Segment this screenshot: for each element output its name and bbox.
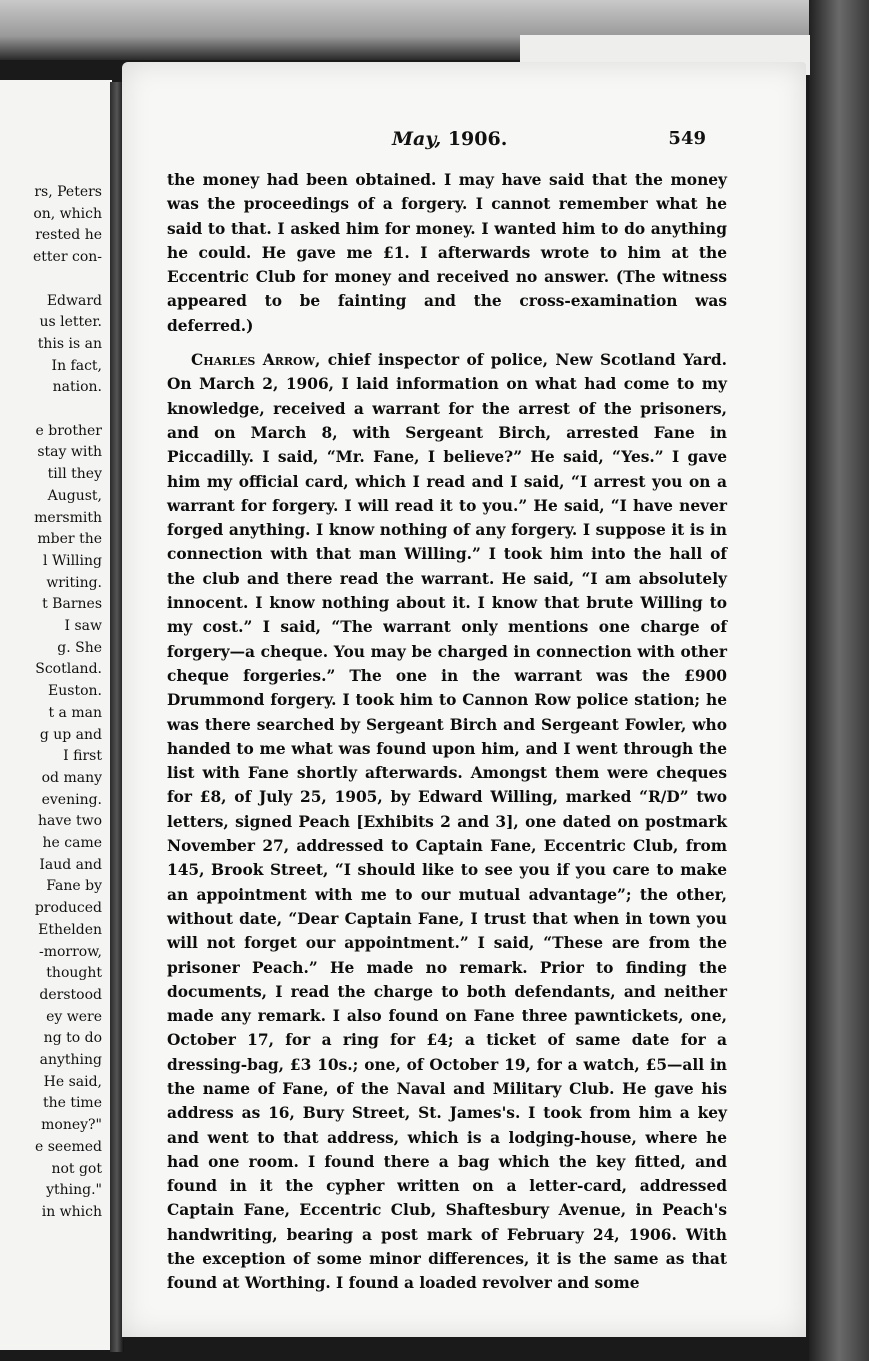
running-head-title: May, 1906. xyxy=(392,128,508,150)
left-page-line: t a man xyxy=(48,704,102,721)
witness-name: Charles Arrow, xyxy=(191,351,321,370)
left-page-line: od many xyxy=(41,769,102,786)
left-page-line: rs, Peters xyxy=(34,184,102,200)
left-page-line: derstood xyxy=(39,986,102,1003)
left-page-line: Euston. xyxy=(48,683,102,700)
left-page-line: Fane by xyxy=(46,878,102,895)
left-page-line: August, xyxy=(47,487,102,504)
left-page-line: rested he xyxy=(35,227,102,244)
testimony-text: chief inspector of police, New Scotland Yard. On March 2, 1906, I laid information on what had come to my knowledge, received a warrant for the arrest of the prisoners, and on March 8, with Sergeant Birch, arrested Fane in Piccadilly. I said, “Mr. Fane, I believe?” He said, “Yes.” I gave him my official card, which I read and I said, “I arrest you on a warrant for forgery. I will read it to you.” He said, “I have never forged anything. I know nothing of any forgery. I suppose it is in connection with that man Willing.” I took him into the hall of the club and there read the warrant. He said, “I am absolutely innocent. I know nothing about it. I know that brute Willing to my cost.” I said, “The warrant only mentions one charge of forgery—a cheque. You may be charged in connection with other cheque forgeries.” The one in the warrant was the £900 Drummond forgery. I took him to Cannon Row police station; he was there searched by Sergeant Birch and Sergeant Fowler, who handed to me what was found upon him, and I went through the list with Fane shortly afterwards. Amongst them were cheques for £8, of July 25, 1905, by Edward Willing, marked “R/D” two letters, signed Peach [Exhibits 2 and 3], one dated on postmark November 27, addressed to Captain Fane, Eccentric Club, from 145, Brook Street, “I should like to see you if you care to make an appointment with me to our mutual advantage”; the other, without date, “Dear Captain Fane, I trust that when in town you will not forget our appointment.” I said, “These are from the prisoner Peach.” He made no remark. Prior to finding the documents, I read the charge to both defendants, and neither made any remark. I also found on Fane three pawntickets, one, October 17, for a ring for £4; a ticket of same date for a dressing-bag, £3 10s.; one, of October 19, for a watch, £5—all in the name of Fane, of the Naval and Military Club. He gave his address as 16, Bury Street, St. James's. I took from him a key and went to that address, which is a lodging-house, where he had one room. I found there a bag which the key fitted, and found in it the cypher written on a letter-card, addressed Captain Fane, Eccentric Club, Shaftesbury Avenue, in Peach's handwriting, bearing a post mark of February 24, 1906. With the exception of some minor differences, it is the same as that found at Worthing. I found a loaded revolver and some xyxy=(167,351,727,1293)
left-page-line: writing. xyxy=(46,574,102,591)
left-page-line: Iaud and xyxy=(39,856,102,873)
main-page xyxy=(122,62,806,1337)
left-page-line: ything." xyxy=(46,1182,102,1199)
left-page-line: produced xyxy=(34,900,102,917)
left-page-line: thought xyxy=(46,965,102,982)
paragraph-testimony xyxy=(167,348,727,1296)
running-head xyxy=(122,128,806,156)
left-page-line: Ethelden xyxy=(38,921,102,938)
left-page-line: us letter. xyxy=(39,314,102,331)
page-number: 549 xyxy=(668,128,706,149)
left-page-line: etter con- xyxy=(33,249,102,266)
left-page-text xyxy=(0,80,112,1350)
left-page-line: in which xyxy=(41,1203,102,1220)
left-page-line: ng to do xyxy=(43,1030,102,1047)
paragraph-continuation: the money had been obtained. I may have said that the money was the proceedings of a forgery. I cannot remember what he said to that. I asked him for money. I wanted him to do anything he could. He gave me £1. I afterwards wrote to him at the Eccentric Club for money and received no answer. (The witness appeared to be fainting and the cross-examination was deferred.) xyxy=(167,171,727,335)
left-page-line: I first xyxy=(63,748,102,765)
left-page-line: e brother xyxy=(35,422,102,439)
left-page-line: -morrow, xyxy=(38,943,102,960)
body-text xyxy=(167,168,727,1296)
left-page-line: stay with xyxy=(37,444,102,461)
left-page-line: I saw xyxy=(64,618,102,634)
left-page-line: mersmith xyxy=(34,509,102,526)
left-page-line: l Willing xyxy=(43,552,102,569)
scan-background-right xyxy=(809,0,869,1361)
left-page-line: this is an xyxy=(37,335,102,352)
left-page-line: g. She xyxy=(57,639,102,656)
left-page-line: nation. xyxy=(52,379,102,396)
left-page-line: evening. xyxy=(41,791,102,808)
left-page xyxy=(0,80,112,1350)
left-page-line: t Barnes xyxy=(42,596,102,613)
left-page-line: the time xyxy=(42,1095,102,1112)
left-page-line: ey were xyxy=(46,1008,102,1025)
left-page-line: Scotland. xyxy=(35,661,102,678)
left-page-line: money?" xyxy=(41,1117,102,1134)
left-page-line: g up and xyxy=(39,726,102,743)
left-page-line: he came xyxy=(42,835,102,851)
left-page-line: anything xyxy=(39,1052,102,1068)
left-page-line: have two xyxy=(37,813,102,830)
left-page-line: In fact, xyxy=(51,357,102,374)
left-page-line: mber the xyxy=(37,531,102,548)
left-page-line: on, which xyxy=(33,205,102,222)
left-page-line: He said, xyxy=(43,1073,102,1090)
left-page-line: e seemed xyxy=(34,1138,102,1155)
left-page-line: Edward xyxy=(46,292,102,309)
left-page-line: not got xyxy=(51,1160,102,1177)
left-page-line: till they xyxy=(47,466,102,483)
